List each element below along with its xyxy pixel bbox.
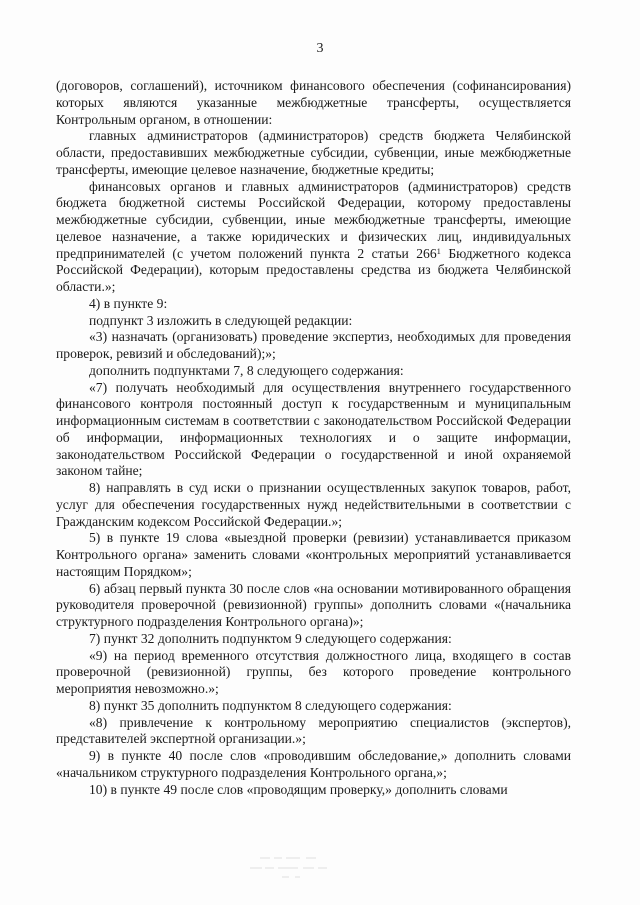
- document-body: [56, 78, 571, 798]
- paragraph-4: 4) в пункте 9:: [89, 295, 168, 311]
- paragraph-3: [56, 179, 571, 296]
- page-number: 3: [316, 41, 324, 56]
- paragraph-6: «3) назначать (организовать) проведение экспертиз, необходимых для проведения проверок, ревизий и обследований);»;: [56, 329, 571, 361]
- paragraph-7: дополнить подпунктами 7, 8 следующего содержания:: [89, 362, 404, 378]
- paragraph-1: (договоров, соглашений), источником финансового обеспечения (софинансирования) которых являются указанные межбюджетные трансферты, осуществляется Контрольным органом, в отношении:: [56, 78, 571, 127]
- stamp-smudge-icon: [230, 846, 380, 886]
- paragraph-3-text-b: Бюджетного кодекса Российской Федерации), которым предоставлены средства из бюджета Челябинской области.»;: [56, 245, 571, 294]
- faint-stamp-mark: [230, 846, 380, 886]
- paragraph-15: «8) привлечение к контрольному мероприятию специалистов (экспертов), представителей экспертной организации.»;: [56, 714, 571, 747]
- paragraph-5: подпункт 3 изложить в следующей редакции:: [89, 312, 353, 328]
- paragraph-10: 5) в пункте 19 слова «выездной проверки (ревизии) устанавливается приказом Контрольного органа» заменить словами «контрольных мероприятий устанавливается настоящим Порядком»;: [56, 530, 571, 579]
- article-superscript: 1: [436, 245, 441, 256]
- paragraph-13: «9) на период временного отсутствия должностного лица, входящего в состав проверочной (ревизионной) группы, без которого проведение контрольного мероприятия невозможно.»;: [56, 647, 571, 696]
- paragraph-17: 10) в пункте 49 после слов «проводящим проверку,» дополнить словами: [89, 781, 508, 797]
- paragraph-11: 6) абзац первый пункта 30 после слов «на основании мотивированного обращения руководителя проверочной (ревизионной) группы» дополнить словами «(начальника структурного подразделения Контрольного органа)»;: [56, 580, 571, 629]
- paragraph-9: 8) направлять в суд иски о признании осуществленных закупок товаров, работ, услуг для обеспечения государственных нужд недействительными в соответствии с Гражданским кодексом Российской Федерации.»;: [56, 480, 571, 529]
- paragraph-14: 8) пункт 35 дополнить подпунктом 8 следующего содержания:: [89, 697, 452, 713]
- paragraph-12: 7) пункт 32 дополнить подпунктом 9 следующего содержания:: [89, 630, 452, 646]
- paragraph-2: главных администраторов (администраторов) средств бюджета Челябинской области, предоставивших межбюджетные субсидии, субвенции, иные межбюджетные трансферты, имеющие целевое назначение, бюджетные кредиты;: [56, 128, 571, 177]
- paragraph-8: «7) получать необходимый для осуществления внутреннего государственного финансового контроля постоянный доступ к государственным и муниципальным информационным системам в соответствии с законодательством Российской Федерации об информации, информационных технологиях и о защите информации, законодательством Российской Федерации о государственной и иной охраняемой законом тайне;: [56, 379, 571, 479]
- paragraph-3-text-a: финансовых органов и главных администраторов (администраторов) средств бюджета бюджетной системы Российской Федерации, которому предоставлены межбюджетные субсидии, субвенции, иные межбюджетные трансферты, имеющие целевое назначение, а также юридических и физических лиц, индивидуальных предпринимателей (с учетом положений пункта 2 статьи 266: [56, 178, 571, 261]
- paragraph-16: 9) в пункте 40 после слов «проводившим обследование,» дополнить словами «начальником структурного подразделения Контрольного органа,»;: [56, 748, 571, 780]
